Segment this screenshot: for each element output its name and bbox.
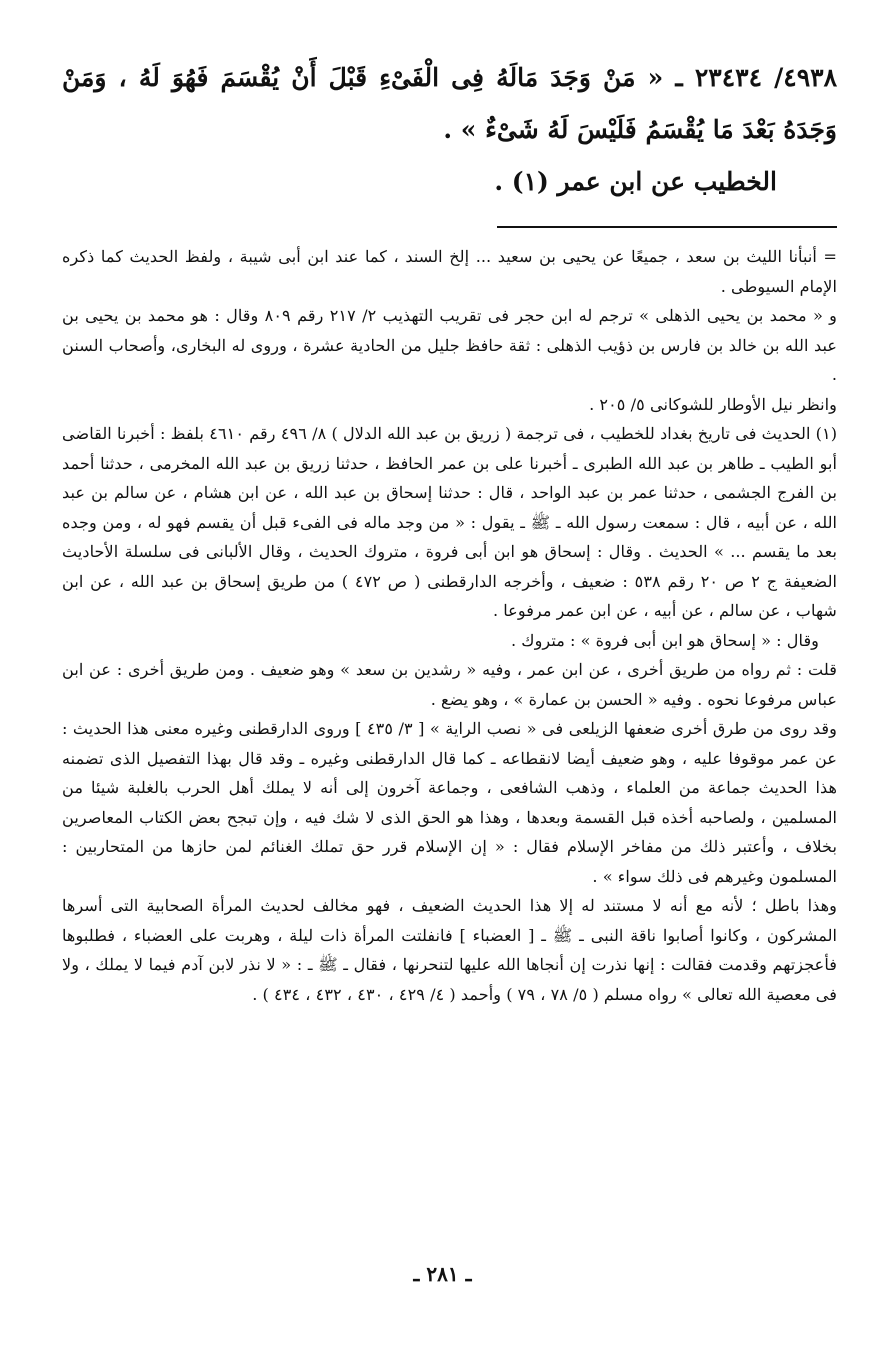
footnote-paragraph: وهذا باطل ؛ لأنه مع أنه لا مستند له إلا هذا الحديث الضعيف ، فهو مخالف لحديث المرأة الصحابية التى أسرها المشركون ، وكانوا أصابوا ناقة النبى ـ ﷺ ـ [ العضباء ] فانفلتت المرأة ذات ليلة ، وهربت على العضباء ، فطلبوها فأعجزتهم وقدمت فقالت : إنها نذرت إن أنجاها الله عليها لتنحرنها ، فقال ـ ﷺ ـ : « لا نذر لابن آدم فيما لا يملك ، ولا فى معصية الله تعالى » رواه مسلم ( ٥/ ٧٨ ، ٧٩ ) وأحمد ( ٤/ ٤٢٩ ، ٤٣٠ ، ٤٣٢ ، ٤٣٤ ) . [62, 896, 837, 1004]
footnote-paragraph: وقال : « إسحاق هو ابن أبى فروة » : متروك . [510, 630, 819, 650]
footnotes [62, 242, 837, 1009]
footnote-paragraph: قلت : ثم رواه من طريق أخرى ، عن ابن عمر ، وفيه « رشدين بن سعد » وهو ضعيف . ومن طريق أخرى : عن ابن عباس مرفوعا نحوه . وفيه « الحسن بن عمارة » ، وهو يضع . [62, 660, 837, 709]
footnote-separator [497, 226, 837, 228]
page-number: ـ ٢٨١ ـ [413, 1262, 472, 1286]
footnote-paragraph: وقد روى من طرق أخرى ضعفها الزيلعى فى « نصب الراية » [ ٣/ ٤٣٥ ] وروى الدارقطنى وغيره معنى هذا الحديث : عن عمر موقوفا عليه ، وهو ضعيف أيضا لانقطاعه ـ كما قال الدارقطنى وغيره ـ وقد قال بهذا التفصيل الذى تضمنه هذا الحديث جماعة من العلماء ، وذهب الشافعى ، وجماعة آخرون إلى أنه لا يملك أهل الحرب بالغلبة شيئا من المسلمين ، ولصاحبه أخذه قبل القسمة وبعدها ، وهذا هو الحق الذى لا شك فيه ، وإن تبجح بعض الكتاب المعاصرين بخلاف ، وأعتبر ذلك من مفاخر الإسلام فقال : « إن الإسلام قرر حق تملك الغنائم لمن حازها من المتحاربين : المسلمون وغيرهم فى ذلك سواء » . [62, 719, 837, 886]
hadith-source: الخطيب عن ابن عمر (١) . [494, 167, 777, 196]
footnote-1: (١) الحديث فى تاريخ بغداد للخطيب ، فى ترجمة ( زريق بن عبد الله الدلال ) ٨/ ٤٩٦ رقم ٤٦١٠ بلفظ : أخبرنا القاضى أبو الطيب ـ طاهر بن عبد الله الطبرى ـ أخبرنا على بن عمر الحافظ ، حدثنا زريق بن عبد الله المخرمى ، حدثنا أحمد بن الفرج الجشمى ، حدثنا عمر بن عبد الواحد ، قال : حدثنا إسحاق بن عبد الله ، عن ابن هشام ، عن سالم بن عبد الله ، عن أبيه ، قال : سمعت رسول الله ـ ﷺ ـ يقول : « من وجد ماله فى الفىء قبل أن يقسم فهو له ، ومن وجده بعد ما يقسم ... » الحديث . وقال : إسحاق هو ابن أبى فروة ، متروك الحديث ، وقال الألبانى فى سلسلة الأحاديث الضعيفة ج ٢ ص ٢٠ رقم ٥٣٨ : ضعيف ، وأخرجه الدارقطنى ( ص ٤٧٢ ) من طريق إسحاق بن عبد الله ، عن ابن شهاب ، عن سالم ، عن أبيه ، عن ابن عمر مرفوعا . [62, 424, 838, 620]
footnote-paragraph: و « محمد بن يحيى الذهلى » ترجم له ابن حجر فى تقريب التهذيب ٢/ ٢١٧ رقم ٨٠٩ وقال : هو محمد بن يحيى بن عبد الله بن خالد بن فارس بن ذؤيب الذهلى : ثقة حافظ جليل من الحادية عشرة ، وروى له البخارى، وأصحاب السنن . [62, 306, 837, 384]
footnote-continuation: = أنبأنا الليث بن سعد ، جميعًا عن يحيى بن سعيد ... إلخ السند ، كما عند ابن أبى شيبة ، ولفظ الحديث كما ذكره الإمام السيوطى . [62, 247, 837, 296]
footnote-paragraph: وانظر نيل الأوطار للشوكانى ٥/ ٢٠٥ . [589, 394, 837, 414]
hadith-text: ٤٩٣٨/ ٢٣٤٣٤ ـ « مَنْ وَجَدَ مَالَهُ فِى الْفَىْءِ قَبْلَ أَنْ يُقْسَمَ فَهُوَ لَهُ ، وَمَنْ وَجَدَهُ بَعْدَ مَا يُقْسَمُ فَلَيْسَ لَهُ شَىْءٌ » . [62, 63, 837, 144]
